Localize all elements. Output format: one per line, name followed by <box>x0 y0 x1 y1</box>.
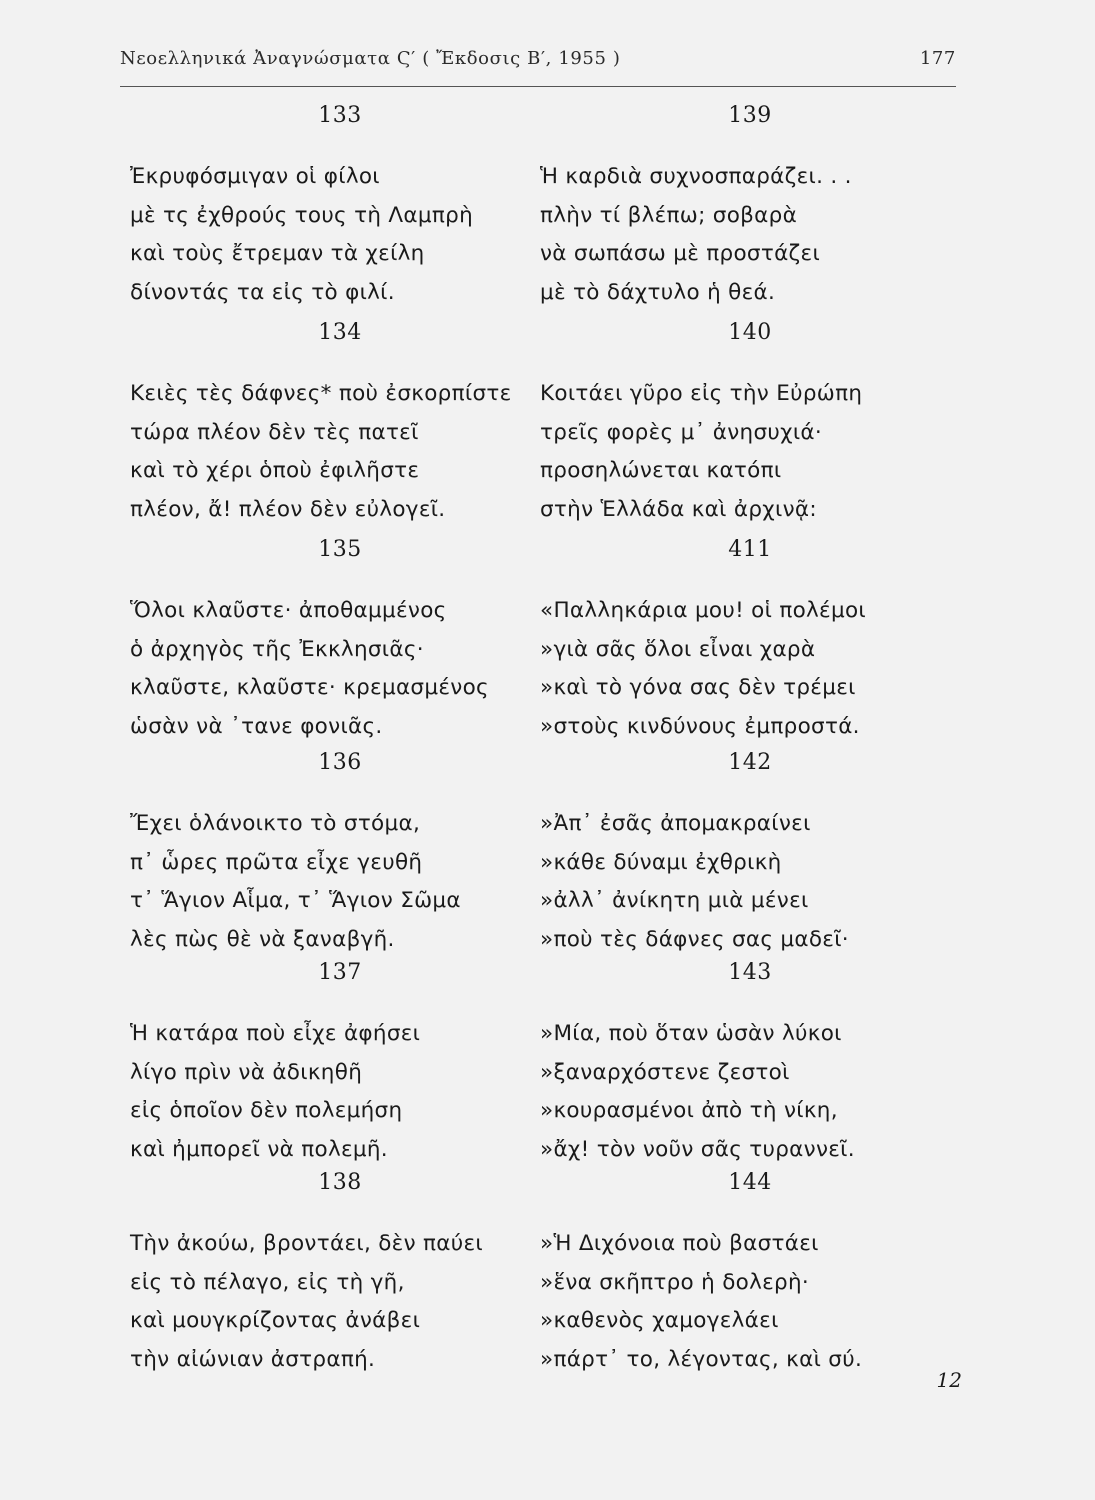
verse-line: εἰς ὁποῖον δὲν πολεμήση <box>130 1098 403 1123</box>
verse-line: τρεῖς φορὲς μ᾽ ἀνησυχιά· <box>540 419 823 445</box>
verse-line: λὲς πὼς θὲ νὰ ξαναβγῆ. <box>130 926 395 952</box>
verse-line: πλέον, ἄ! πλέον δὲν εὐλογεῖ. <box>130 496 446 522</box>
stanza-number: 140 <box>728 320 772 345</box>
stanza-lines <box>540 158 960 312</box>
stanza-number: 142 <box>728 750 772 775</box>
signature-mark: 12 <box>936 1368 962 1392</box>
verse-line: Τὴν ἀκούω, βροντάει, δὲν παύει <box>130 1231 483 1256</box>
verse-line: καὶ ἠμπορεῖ νὰ πολεμῆ. <box>130 1136 388 1162</box>
verse-line: π᾽ ὧρες πρῶτα εἶχε γευθῆ <box>130 849 423 875</box>
stanza-number: 135 <box>318 537 362 562</box>
header-rule <box>120 86 956 87</box>
verse-line: »γιὰ σᾶς ὅλοι εἶναι χαρὰ <box>540 636 816 662</box>
verse-line: καὶ μουγκρίζοντας ἀνάβει <box>130 1308 421 1333</box>
verse-line: καὶ τὸ χέρι ὁποὺ ἐφιλῆστε <box>130 458 420 483</box>
verse-line: πλὴν τί βλέπω; σοβαρὰ <box>540 202 798 228</box>
stanza-lines <box>130 1015 550 1169</box>
verse-line: »ξαναρχόστενε ζεστοὶ <box>540 1059 790 1085</box>
stanza-lines <box>130 592 550 746</box>
stanza-number: 134 <box>318 320 362 345</box>
verse-line: στὴν Ἑλλάδα καὶ ἀρχινᾷ: <box>540 496 817 522</box>
stanza-lines <box>540 805 960 959</box>
verse-line: ὡσὰν νὰ ᾽τανε φονιᾶς. <box>130 713 383 739</box>
verse-line: μὲ τς ἐχθρούς τους τὴ Λαμπρὴ <box>130 202 473 228</box>
verse-line: τὴν αἰώνιαν ἀστραπή. <box>130 1346 376 1372</box>
page-number: 177 <box>919 48 956 69</box>
stanza-number: 138 <box>318 1170 362 1195</box>
verse-line: νὰ σωπάσω μὲ προστάζει <box>540 241 821 266</box>
stanza-lines <box>540 592 960 746</box>
stanza-number: 411 <box>728 537 772 562</box>
verse-line: »ποὺ τὲς δάφνες σας μαδεῖ· <box>540 926 849 952</box>
verse-line: »κάθε δύναμι ἐχθρικὴ <box>540 849 782 875</box>
verse-line: Ὅλοι κλαῦστε· ἀποθαμμένος <box>130 598 447 623</box>
stanza-number: 143 <box>728 960 772 985</box>
stanza-lines <box>540 1225 960 1379</box>
verse-line: Ἡ κατάρα ποὺ εἶχε ἀφήσει <box>130 1021 421 1046</box>
stanza-number: 133 <box>318 103 362 128</box>
verse-line: ὁ ἀρχηγὸς τῆς Ἐκκλησιᾶς· <box>130 636 424 662</box>
verse-line: Ἔχει ὁλάνοικτο τὸ στόμα, <box>130 811 421 836</box>
verse-line: »πάρτ᾽ το, λέγοντας, καὶ σύ. <box>540 1346 863 1372</box>
verse-line: «Παλληκάρια μου! οἱ πολέμοι <box>540 598 866 623</box>
verse-line: »κουρασμένοι ἀπὸ τὴ νίκη, <box>540 1098 838 1123</box>
book-title: Νεοελληνικά Ἀναγνώσματα Ϛ′ ( Ἔκδοσις Β′, 1955 ) <box>120 48 621 69</box>
verse-line: εἰς τὸ πέλαγο, εἰς τὴ γῆ, <box>130 1269 405 1295</box>
stanza-lines <box>130 805 550 959</box>
verse-line: κλαῦστε, κλαῦστε· κρεμασμένος <box>130 675 489 700</box>
verse-line: τώρα πλέον δὲν τὲς πατεῖ <box>130 419 419 445</box>
verse-line: καὶ τοὺς ἔτρεμαν τὰ χείλη <box>130 241 425 266</box>
stanza-number: 144 <box>728 1170 772 1195</box>
verse-line: »καὶ τὸ γόνα σας δὲν τρέμει <box>540 675 856 700</box>
verse-line: »ἄχ! τὸν νοῦν σᾶς τυραννεῖ. <box>540 1136 855 1162</box>
stanza-number: 137 <box>318 960 362 985</box>
stanza-number: 136 <box>318 750 362 775</box>
verse-line: λίγο πρὶν νὰ ἀδικηθῆ <box>130 1059 363 1085</box>
stanza-lines <box>130 1225 550 1379</box>
verse-line: τ᾽ Ἅγιον Αἷμα, τ᾽ Ἅγιον Σῶμα <box>130 888 461 913</box>
stanza-lines <box>130 158 550 312</box>
verse-line: »Μία, ποὺ ὅταν ὡσὰν λύκοι <box>540 1021 842 1046</box>
stanza-number: 139 <box>728 103 772 128</box>
verse-line: »καθενὸς χαμογελάει <box>540 1308 779 1333</box>
stanza-lines <box>540 1015 960 1169</box>
verse-line: μὲ τὸ δάχτυλο ἡ θεά. <box>540 279 776 305</box>
verse-line: »Ἡ Διχόνοια ποὺ βαστάει <box>540 1231 819 1256</box>
verse-line: προσηλώνεται κατόπι <box>540 458 782 483</box>
verse-line: Ἡ καρδιὰ συχνοσπαράζει. . . <box>540 164 852 189</box>
verse-line: »ἀλλ᾽ ἀνίκητη μιὰ μένει <box>540 888 809 913</box>
running-header <box>120 48 956 80</box>
verse-line: »ἕνα σκῆπτρο ἡ δολερὴ· <box>540 1269 810 1295</box>
stanza-lines <box>130 375 550 529</box>
verse-line: Κειὲς τὲς δάφνες* ποὺ ἐσκορπίστε <box>130 381 512 406</box>
verse-line: »Ἀπ᾽ ἐσᾶς ἀπομακραίνει <box>540 811 811 836</box>
verse-line: »στοὺς κινδύνους ἐμπροστά. <box>540 713 860 739</box>
verse-line: Ἐκρυφόσμιγαν οἱ φίλοι <box>130 164 380 189</box>
verse-line: Κοιτάει γῦρο εἰς τὴν Εὐρώπη <box>540 381 863 406</box>
stanza-lines <box>540 375 960 529</box>
verse-line: δίνοντάς τα εἰς τὸ φιλί. <box>130 279 395 305</box>
